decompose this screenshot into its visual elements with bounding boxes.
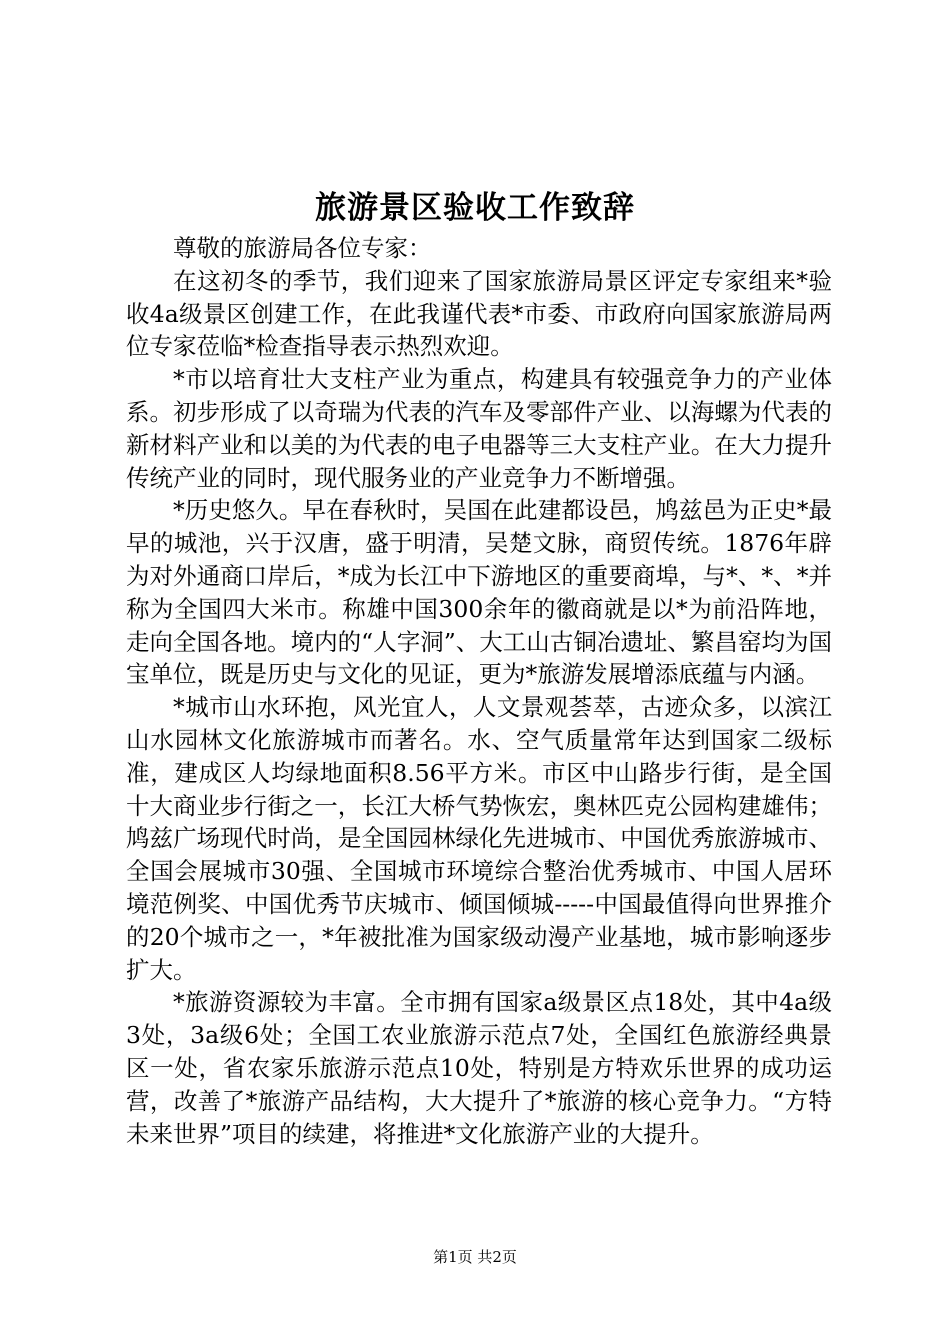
page-footer: 第1页 共2页 [433,1248,517,1266]
document-title: 旅游景区验收工作致辞 [315,190,635,226]
document-body [126,232,832,1150]
greeting-paragraph: 尊敬的旅游局各位专家： [173,234,432,262]
body-paragraph: 在这初冬的季节，我们迎来了国家旅游局景区评定专家组来*验收4a级景区创建工作，在此我谨代表*市委、市政府向国家旅游局两位专家莅临*检查指导表示热烈欢迎。 [126,266,832,361]
body-paragraph: *城市山水环抱，风光宜人，人文景观荟萃，古迹众多，以滨江山水园林文化旅游城市而著名。水、空气质量常年达到国家二级标准，建成区人均绿地面积8.56平方米。市区中山路步行街，是全国十大商业步行街之一，长江大桥气势恢宏，奥林匹克公园构建雄伟；鸠兹广场现代时尚，是全国园林绿化先进城市、中国优秀旅游城市、全国会展城市30强、全国城市环境综合整治优秀城市、中国人居环境范例奖、中国优秀节庆城市、倾国倾城-----中国最值得向世界推介的20个城市之一，*年被批准为国家级动漫产业基地，城市影响逐步扩大。 [126,693,832,984]
body-paragraph: *旅游资源较为丰富。全市拥有国家a级景区点18处，其中4a级3处，3a级6处；全国工农业旅游示范点7处，全国红色旅游经典景区一处，省农家乐旅游示范点10处，特别是方特欢乐世界的成功运营，改善了*旅游产品结构，大大提升了*旅游的核心竞争力。“方特未来世界”项目的续建，将推进*文化旅游产业的大提升。 [126,988,832,1148]
body-paragraph: *历史悠久。早在春秋时，吴国在此建都设邑，鸠兹邑为正史*最早的城池，兴于汉唐，盛于明清，吴楚文脉，商贸传统。1876年辟为对外通商口岸后，*成为长江中下游地区的重要商埠，与*、*、*并称为全国四大米市。称雄中国300余年的徽商就是以*为前沿阵地，走向全国各地。境内的“人字洞”、大工山古铜冶遗址、繁昌窑均为国宝单位，既是历史与文化的见证，更为*旅游发展增添底蕴与内涵。 [126,496,832,689]
body-paragraph: *市以培育壮大支柱产业为重点，构建具有较强竞争力的产业体系。初步形成了以奇瑞为代表的汽车及零部件产业、以海螺为代表的新材料产业和以美的为代表的电子电器等三大支柱产业。在大力提升传统产业的同时，现代服务业的产业竞争力不断增强。 [126,365,832,492]
